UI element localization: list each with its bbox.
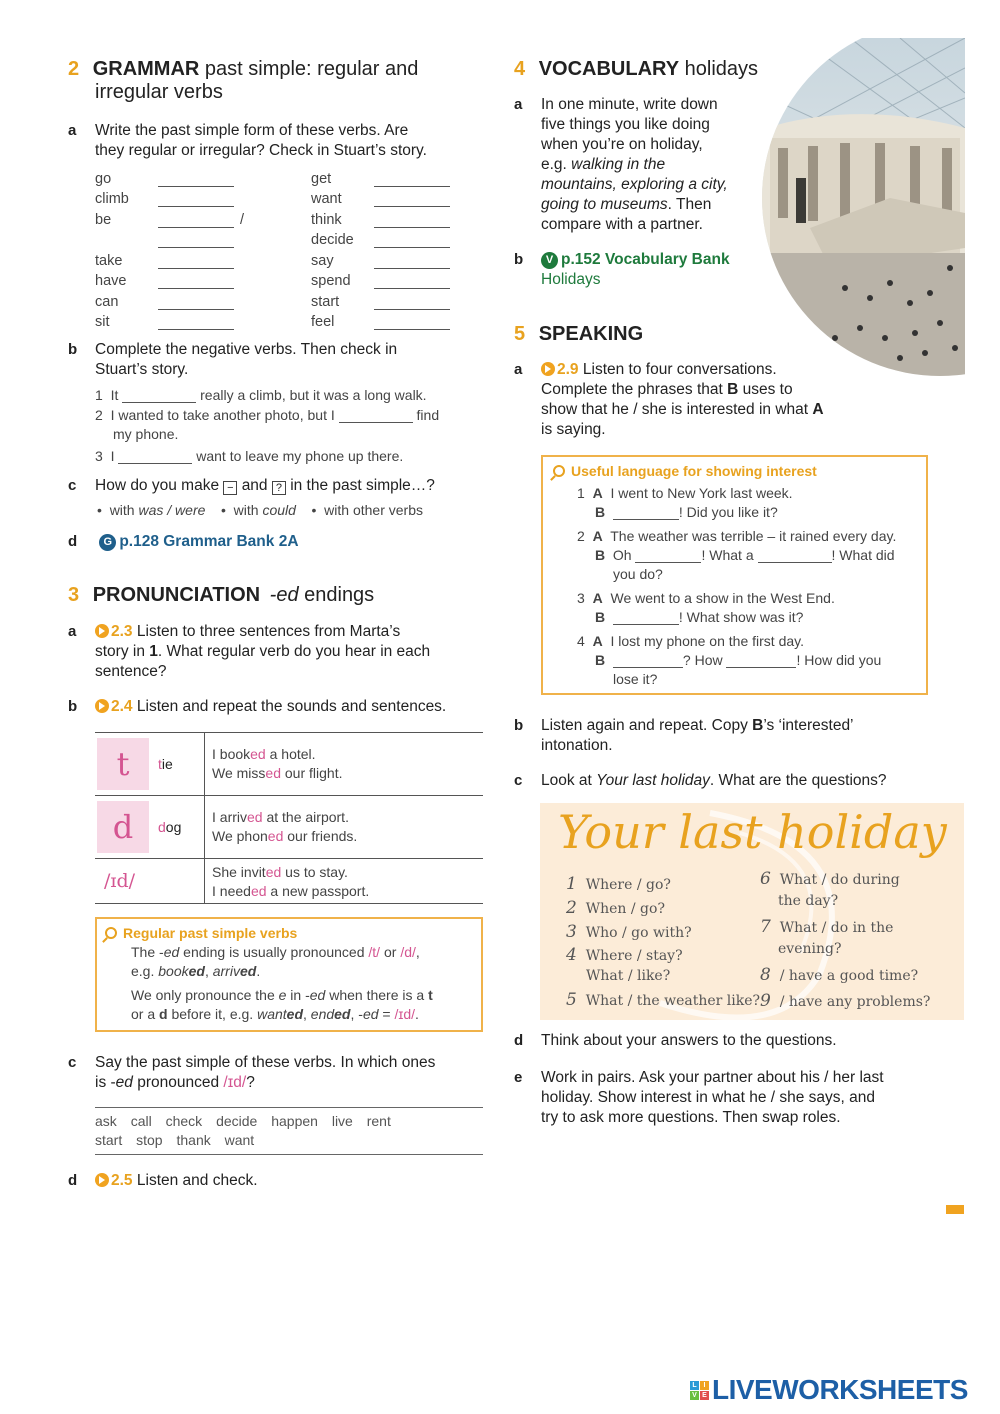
grammar-bank-link[interactable]: p.128 Grammar Bank 2A xyxy=(119,533,299,550)
grammar-bank-icon: G xyxy=(99,534,116,551)
vocabulary-exercise-a: a In one minute, write down five things you like doing when you’re on holiday, e.g. walking in the mountains, exploring a city, going to museums. Then compare with a partner. xyxy=(514,96,728,233)
grammar-exercise-a: a Write the past simple form of these verbs. Are they regular or irregular? Check in Stuart’s story. xyxy=(68,122,427,159)
speaking-section-heading: 5 SPEAKING xyxy=(514,323,644,345)
answer-input[interactable] xyxy=(758,550,832,563)
verb-box: ask call check decide happen live rent start stop thank want xyxy=(95,1107,483,1155)
speaking-exercise-b: b Listen again and repeat. Copy B’s ‘interested’ intonation. xyxy=(514,717,854,754)
answer-input[interactable] xyxy=(726,655,796,668)
answer-input[interactable] xyxy=(374,275,450,289)
answer-input[interactable] xyxy=(158,214,234,228)
question-symbol: ? xyxy=(272,481,286,495)
conversation-1: 1 A I went to New York last week. B ! Did you like it? xyxy=(577,485,793,520)
answer-input[interactable] xyxy=(158,173,234,187)
answer-input[interactable] xyxy=(374,296,450,310)
vocabulary-bank-link[interactable]: p.152 Vocabulary Bank xyxy=(561,251,730,268)
regular-past-simple-box: Regular past simple verbs The -ed ending is usually pronounced /t/ or /d/, e.g. booked, arrived. We only pronounce the e in -ed when there is a t or a d before it, e.g. wanted, ended, -ed = /ɪd/. xyxy=(95,917,483,1032)
section-number: 2 xyxy=(68,58,80,80)
conversation-2: 2 A The weather was terrible – it rained every day. B Oh ! What a ! What did you do? xyxy=(577,528,897,582)
grammar-exercise-b: b Complete the negative verbs. Then check in Stuart’s story. xyxy=(68,341,398,378)
liveworksheets-logo[interactable]: L I V E LIVEWORKSHEETS xyxy=(690,1374,968,1406)
audio-icon[interactable] xyxy=(95,1173,109,1187)
sound-row-id: /ɪd/ She invited us to stay. I needed a new passport. xyxy=(95,859,483,904)
answer-input[interactable] xyxy=(122,390,196,403)
vocabulary-bank-icon: V xyxy=(541,252,558,269)
speaking-exercise-a: a 2.9 Listen to four conversations. Complete the phrases that B uses to show that he / she is interested in what A is saying. xyxy=(514,361,824,438)
pronunciation-section-heading: 3 PRONUNCIATION -ed endings xyxy=(68,584,375,606)
vocabulary-exercise-b: b V p.152 Vocabulary Bank Holidays xyxy=(514,251,730,288)
answer-input[interactable] xyxy=(613,612,679,625)
answer-input[interactable] xyxy=(613,655,683,668)
section-title: GRAMMAR xyxy=(92,58,200,80)
section-subtitle-line2: irregular verbs xyxy=(95,81,223,103)
audio-icon[interactable] xyxy=(541,362,555,376)
answer-input[interactable] xyxy=(158,193,234,207)
sound-row-t: t tie I booked a hotel. We missed our flight. xyxy=(95,733,483,796)
answer-input[interactable] xyxy=(374,316,450,330)
your-last-holiday-card xyxy=(540,803,964,1020)
sound-row-d: d dog I arrived at the airport. We phoned our friends. xyxy=(95,796,483,859)
negative-verbs-list: 1 It really a climb, but it was a long walk. 2 I wanted to take another photo, but I find my phone. 3 I want to leave my phone up there. xyxy=(95,387,440,464)
pronunciation-exercise-b: b 2.4 Listen and repeat the sounds and sentences. xyxy=(68,698,447,715)
speaking-exercise-e: e Work in pairs. Ask your partner about his / her last holiday. Show interest in what he / she says, and try to ask more questions. Then swap roles. xyxy=(514,1069,884,1126)
grammar-exercise-c: c How do you make − and ? in the past simple…? xyxy=(68,477,435,494)
section-subtitle: past simple: regular and xyxy=(204,58,419,80)
magnifier-icon xyxy=(553,465,565,477)
answer-input[interactable] xyxy=(158,234,234,248)
verb-list-column-2: get want think decide say spend start feel xyxy=(311,166,471,330)
vocabulary-section-heading: 4 VOCABULARY holidays xyxy=(514,58,759,80)
answer-input[interactable] xyxy=(374,255,450,269)
conversation-4: 4 A I lost my phone on the first day. B ? How ! How did you lose it? xyxy=(577,633,882,687)
minus-symbol: − xyxy=(223,481,237,495)
logo-grid-icon: L I V E xyxy=(690,1381,709,1400)
answer-input[interactable] xyxy=(158,296,234,310)
useful-language-box: Useful language for showing interest 1 A I went to New York last week. B ! Did you like it? 2 A The weather was terrible – it rained every day. B Oh ! What a ! What did you do? 3 A We went to a show in the West End. B ! What show was it? 4 A I lost my phone on the first day. B ? How ! How did you lose it? xyxy=(541,455,928,695)
questions-left: 1 Where / go? 2 When / go? 3 Who / go with? 4 Where / stay? What / like? 5 What / the weather like? xyxy=(566,874,761,1010)
answer-input[interactable] xyxy=(635,550,701,563)
conversation-3: 3 A We went to a show in the West End. B ! What show was it? xyxy=(577,590,835,625)
card-title: Your last holiday xyxy=(558,805,947,859)
speaking-exercise-d: d Think about your answers to the questions. xyxy=(514,1032,837,1049)
speaking-exercise-c: c Look at Your last holiday. What are the questions? xyxy=(514,772,887,789)
pronunciation-exercise-c: c Say the past simple of these verbs. In which ones is -ed pronounced /ɪd/? xyxy=(68,1054,436,1091)
answer-input[interactable] xyxy=(158,275,234,289)
grammar-bullets: • with was / were • with could • with other verbs xyxy=(97,502,423,518)
answer-input[interactable] xyxy=(339,410,413,423)
verb-list-column-1: go climb be / take have can sit xyxy=(95,170,245,330)
audio-icon[interactable] xyxy=(95,624,109,638)
pronunciation-exercise-d: d 2.5 Listen and check. xyxy=(68,1172,258,1189)
answer-input[interactable] xyxy=(158,255,234,269)
answer-input[interactable] xyxy=(613,507,679,520)
dog-sound-picture: d xyxy=(97,801,149,853)
tie-sound-picture: t xyxy=(97,738,149,790)
sounds-table xyxy=(95,732,483,904)
grammar-section-heading xyxy=(68,58,488,104)
questions-right: 6 What / do during the day? 7 What / do in the evening? 8 / have a good time? 9 / have any problems? xyxy=(760,869,931,1011)
answer-input[interactable] xyxy=(374,214,450,228)
page-tab-marker xyxy=(946,1205,964,1214)
grammar-exercise-d: d G p.128 Grammar Bank 2A xyxy=(68,533,299,550)
pronunciation-exercise-a: a 2.3 Listen to three sentences from Marta’s story in 1. What regular verb do you hear in each sentence? xyxy=(68,623,431,680)
answer-input[interactable] xyxy=(374,173,450,187)
answer-input[interactable] xyxy=(374,234,450,248)
magnifier-icon xyxy=(105,927,117,939)
answer-input[interactable] xyxy=(374,193,450,207)
answer-input[interactable] xyxy=(118,451,192,464)
answer-input[interactable] xyxy=(158,316,234,330)
audio-icon[interactable] xyxy=(95,699,109,713)
